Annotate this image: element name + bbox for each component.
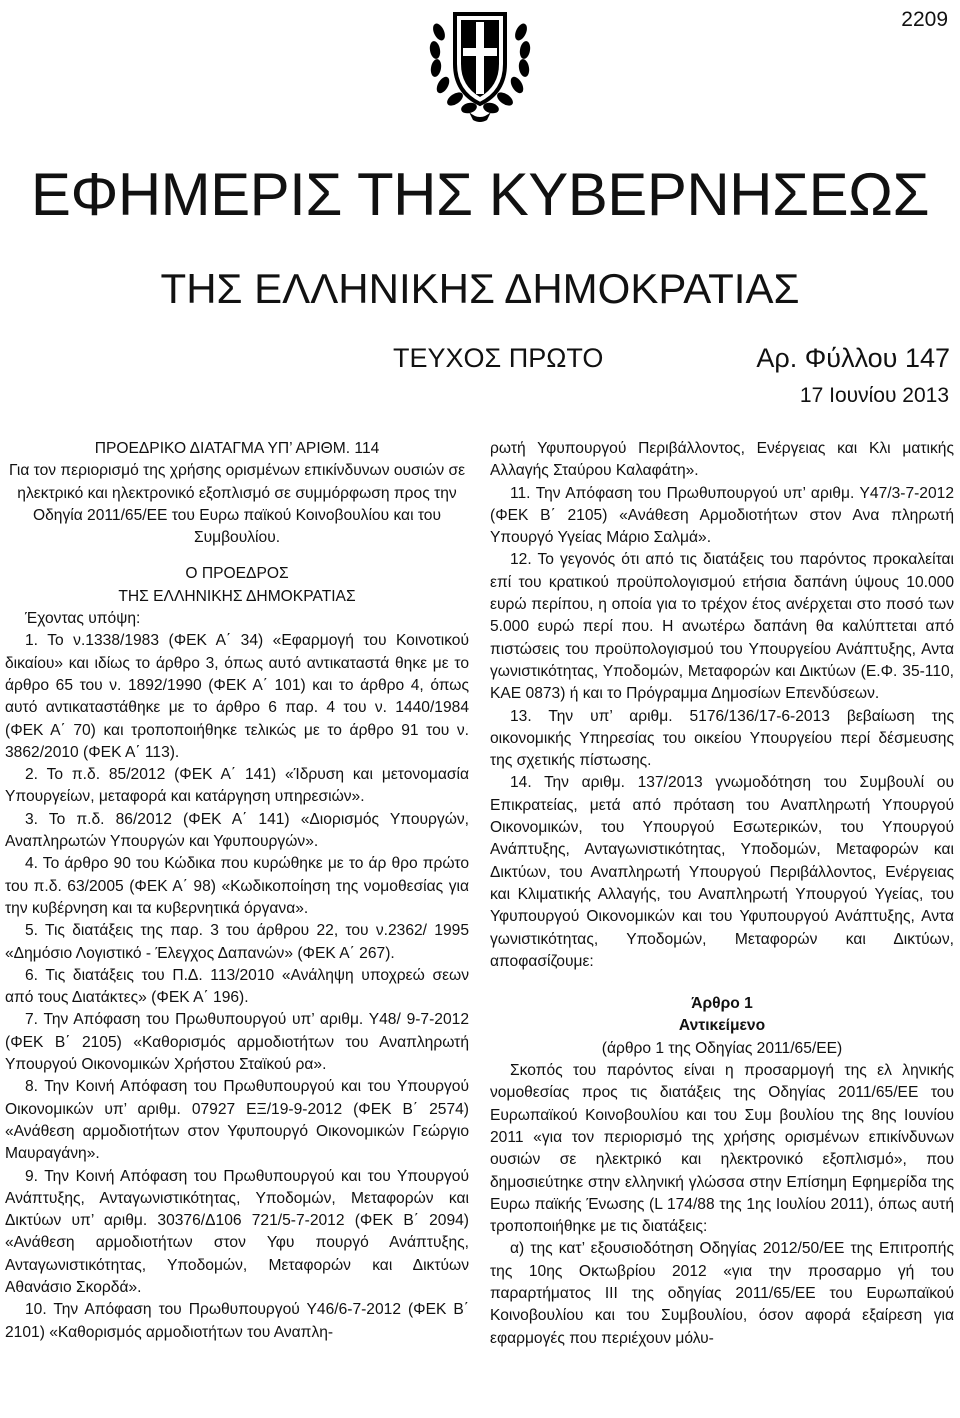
masthead-subtitle: ΤΗΣ ΕΛΛΗΝΙΚΗΣ ΔΗΜΟΚΡΑΤΙΑΣ xyxy=(160,265,800,312)
issue-sheet-number: Αρ. Φύλλου 147 xyxy=(756,343,950,373)
decree-title: ΠΡΟΕΔΡΙΚΟ ΔΙΑΤΑΓΜΑ ΥΠ’ ΑΡΙΘΜ. 114 xyxy=(94,440,380,457)
greek-coat-of-arms-icon xyxy=(425,2,535,124)
recital-10: 10. Την Απόφαση του Πρωθυπουργού Υ46/6-7-2012 (ΦΕΚ Β΄ 2101) «Καθορισμός αρμοδιοτήτων του Αναπλη- xyxy=(5,1301,469,1341)
recital-8: 8. Την Κοινή Απόφαση του Πρωθυπουργού και του Υπουργού Οικονομικών υπ’ αριθμ. 07927 ΕΞ/19-9-2012 (ΦΕΚ Β΄ 2574) «Ανάθεση αρμοδιοτήτων στον Υφυπουργό Οικονομικών Γεώργιο Μαυραγάνη». xyxy=(5,1078,469,1163)
recital-13: 13. Την υπ’ αριθμ. 5176/136/17-6-2013 βεβαίωση της οικονομικής Υπηρεσίας του οικείου Υπουργείου περί δέσμευσης της σχετικής πίστωσης. xyxy=(490,707,954,770)
recital-2: 2. Το π.δ. 85/2012 (ΦΕΚ Α΄ 141) «Ίδρυση και μετονομασία Υπουργείων, μεταφορά και κατάργηση υπηρεσιών». xyxy=(5,766,469,806)
page-number: 2209 xyxy=(901,8,948,31)
left-column xyxy=(5,438,469,1344)
recital-14: 14. Την αριθμ. 137/2013 γνωμοδότηση του Συμβουλί ου Επικρατείας, μετά από πρόταση του Αναπληρωτή Υπουργού Οικονομικών, του Υπουργού Εσωτερικών, του Υπουργού Ανάπτυξης, Ανταγωνιστικότητας, Υποδομών, Μεταφορών και Δικτύων, του Αναπληρωτή Υπουργού Περιβάλλοντος, Ενέργειας και Κλιματικής Αλλαγής, του Αναπληρωτή Υπουργού Υγείας, του Υφυπουργού Οικονομικών και του Υφυπουργού Ανάπτυξης, Αντα γωνιστικότητας, Υποδομών, Μεταφορών και Δικτύων, αποφασίζουμε: xyxy=(490,774,954,970)
article-reference: (άρθρο 1 της Οδηγίας 2011/65/ΕΕ) xyxy=(601,1039,843,1057)
decree-subject: Για τον περιορισμό της χρήσης ορισμένων επικίνδυνων ουσιών σε ηλεκτρικό και ηλεκτρονικό εξοπλισμό σε συμμόρφωση προς την Οδηγία 2011/65/ΕΕ του Ευρω παϊκού Κοινοβουλίου και του Συμβουλίου. xyxy=(8,462,466,547)
issue-series: ΤΕΥΧΟΣ ΠΡΩΤΟ xyxy=(393,343,604,373)
president-heading-line2: ΤΗΣ ΕΛΛΗΝΙΚΗΣ ΔΗΜΟΚΡΑΤΙΑΣ xyxy=(118,587,356,605)
article-body-1: Σκοπός του παρόντος είναι η προσαρμογή της ελ ληνικής νομοθεσίας προς τις διατάξεις της Οδηγίας 2011/65/ΕΕ του Ευρωπαϊκού Κοινοβουλίου και του Συμ βουλίου της 8ης Ιουνίου 2011 «για τον περιορισμό της χρήσης ορισμένων επικίνδυνων ουσιών σε ηλεκτρικό και ηλεκτρονικό εξοπλισμό», που δημοσιεύτηκε στην ελληνική γλώσσα στην Επίσημη Εφημερίδα της Ευρω παϊκής Ένωσης (L 174/88 της 1ης Ιουλίου 2011), όπως αυτή τροποποιήθηκε με τις διατάξεις: xyxy=(490,1062,954,1236)
recital-1: 1. Το ν.1338/1983 (ΦΕΚ Α΄ 34) «Εφαρμογή του Κοινοτικού δικαίου» και ιδίως το άρθρο 3, όπως αυτό αντικαταστά θηκε με το άρθρο 65 του ν. 1892/1990 (ΦΕΚ Α΄ 101) και το άρθρο 4, όπως αυτό αντικαταστάθηκε με το άρθρο 6 παρ. 4 του ν. 1440/1984 (ΦΕΚ Α΄ 70) και τροποποιήθηκε τελικώς με το άρθρο 91 του ν. 3862/2010 (ΦΕΚ Α΄ 113). xyxy=(5,632,469,761)
recital-6: 6. Τις διατάξεις του Π.Δ. 113/2010 «Ανάληψη υποχρεώ σεων από τους Διατάκτες» (ΦΕΚ Α΄ 196). xyxy=(5,966,469,1007)
article-body-2: α) της κατ’ εξουσιοδότηση Οδηγίας 2012/50/ΕΕ της Επιτροπής της 10ης Οκτωβρίου 2012 «για την προσαρμο γή του παραρτήματος ΙΙΙ της οδηγίας 2011/65/ΕΕ του Ευρωπαϊκού Κοινοβουλίου και του Συμβουλίου, όσον αφορά εξαίρεση για εφαρμογές που περιέχουν μόλυ- xyxy=(490,1240,954,1347)
article-subject: Αντικείμενο xyxy=(678,1017,766,1035)
right-column xyxy=(490,438,954,1350)
recital-4: 4. Το άρθρο 90 του Κώδικα που κυρώθηκε με το άρ θρο πρώτο του π.δ. 63/2005 (ΦΕΚ Α΄ 98) «Κωδικοποίηση της νομοθεσίας για την κυβέρνηση και τα κυβερνητικά όργανα». xyxy=(5,855,469,917)
having-regard: Έχοντας υπόψη: xyxy=(25,610,141,628)
recital-12: 12. Το γεγονός ότι από τις διατάξεις του παρόντος προκαλείται επί του κρατικού προϋπολογισμού ετήσια δαπάνη ύψους 10.000 ευρώ περίπου, η οποία για το τρέχον έτος ανέρχεται στο ποσό των 5.000 ευρώ περί που. Η ανωτέρω δαπάνη θα καλύπτεται από πιστώσεις του προϋπολογισμού του Υπουργείου Ανάπτυξης, Αντα γωνιστικότητας, Υποδομών, Μεταφορών και Δικτύων (Ε.Φ. 35-110, ΚΑΕ 0873) ή και το Πρόγραμμα Δημοσίων Επενδύσεων. xyxy=(490,551,954,703)
issue-date: 17 Ιουνίου 2013 xyxy=(799,384,949,407)
recital-3: 3. Το π.δ. 86/2012 (ΦΕΚ Α΄ 141) «Διορισμός Υπουργών, Αναπληρωτών Υπουργών και Υφυπουργών». xyxy=(5,810,469,851)
recital-5: 5. Τις διατάξεις της παρ. 3 του άρθρου 22, του ν.2362/ 1995 «Δημόσιο Λογιστικό - Έλεγχος Δαπανών» (ΦΕΚ Α΄ 267). xyxy=(5,922,469,962)
article-title: Άρθρο 1 xyxy=(691,995,753,1013)
masthead-title: ΕΦΗΜΕΡΙΣ ΤΗΣ ΚΥΒΕΡΝΗΣΕΩΣ xyxy=(30,161,930,228)
recital-10-continued: ρωτή Υφυπουργού Περιβάλλοντος, Ενέργειας και Κλι ματικής Αλλαγής Σταύρου Καλαφάτη». xyxy=(490,440,954,480)
recital-9: 9. Την Κοινή Απόφαση του Πρωθυπουργού και του Υπουργού Ανάπτυξης, Ανταγωνιστικότητας, Υποδομών, Μεταφορών και Δικτύων υπ’ αριθμ. 30376/Δ106 721/5-7-2012 (ΦΕΚ Β΄ 2094) «Ανάθεση αρμοδιοτήτων στον Υφυ πουργό Ανάπτυξης, Ανταγωνιστικότητας, Υποδομών, Μεταφορών και Δικτύων Αθανάσιο Σκορδά». xyxy=(5,1167,469,1296)
recital-11: 11. Την Απόφαση του Πρωθυπουργού υπ’ αριθμ. Υ47/3-7-2012 (ΦΕΚ Β΄ 2105) «Ανάθεση Αρμοδιοτήτων στον Ανα πληρωτή Υπουργό Υγείας Μάριο Σαλμά». xyxy=(490,484,954,547)
president-heading-line1: Ο ΠΡΟΕΔΡΟΣ xyxy=(185,565,289,583)
recital-7: 7. Την Απόφαση του Πρωθυπουργού υπ’ αριθμ. Υ48/ 9-7-2012 (ΦΕΚ Β΄ 2105) «Καθορισμός αρμοδιοτήτων του Αναπληρωτή Υπουργού Οικονομικών Χρήστου Σταϊκού ρα». xyxy=(5,1011,469,1074)
